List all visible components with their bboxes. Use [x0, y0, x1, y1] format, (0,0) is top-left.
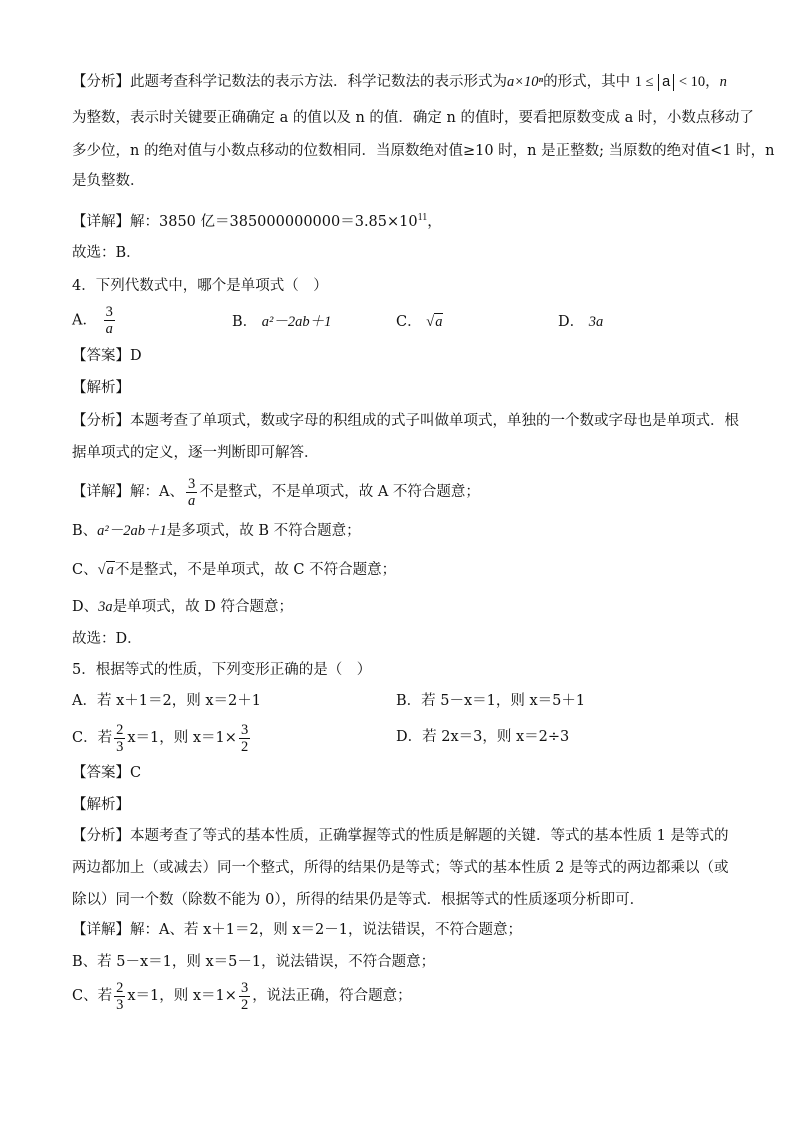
q5-option-b: B．若 5－x＝1，则 x＝5＋1 — [396, 693, 586, 709]
q4-jiexi: 【解析】 — [72, 380, 130, 396]
text: 此题考查科学记数法的表示方法．科学记数法的表示形式为 — [130, 74, 507, 90]
q4-answer: 【答案】D — [72, 348, 142, 364]
q4-option-a — [72, 304, 117, 337]
radicand: a — [106, 562, 114, 578]
detail-label: 【详解】 — [72, 213, 130, 230]
fraction — [239, 980, 250, 1013]
q4-detail-d — [72, 597, 293, 617]
text: 是多项式，故 B 不符合题意； — [166, 523, 361, 539]
text: C、 — [72, 562, 98, 578]
fraction — [114, 980, 125, 1013]
option-label: C． — [396, 314, 422, 330]
exponent: 11 — [417, 212, 428, 223]
q5-answer: 【答案】C — [72, 765, 142, 781]
text: B、 — [72, 523, 98, 539]
q5-stem: 5．根据等式的性质，下列变形正确的是（ ） — [72, 662, 372, 678]
text: x＝1，则 x＝1× — [127, 988, 237, 1004]
q3-analysis-line4: 是负整数． — [72, 173, 145, 189]
text: D、 — [72, 599, 99, 615]
text: 解：3850 亿＝385000000000＝3.85×10 — [130, 213, 418, 230]
math-var: n — [719, 74, 727, 90]
q4-detail-a — [72, 472, 480, 512]
q5-option-d: D．若 2x＝3，则 x＝2÷3 — [396, 729, 570, 745]
q5-detail-a: 【详解】解：A、若 x＋1＝2，则 x＝2－1，说法错误，不符合题意； — [72, 922, 522, 938]
math-expr: 1 ≤ — [634, 74, 654, 90]
text: 不是整式，不是单项式，故 A 不符合题意； — [199, 484, 480, 500]
text: C、若 — [72, 988, 113, 1004]
math-expr: a²－2ab＋1 — [97, 523, 167, 539]
q4-stem: 4．下列代数式中，哪个是单项式（ ） — [72, 278, 328, 294]
numerator: 3 — [105, 304, 113, 320]
fraction — [239, 722, 250, 755]
option-label: B． — [232, 314, 258, 330]
denominator: 3 — [116, 738, 124, 755]
q3-detail — [72, 208, 442, 232]
q3-analysis-line3: 多少位，n 的绝对值与小数点移动的位数相同．当原数绝对值≥10 时，n 是正整数; 当原数的绝对值<1 时，n — [72, 143, 775, 159]
option-label: A． — [72, 312, 97, 329]
q4-detail-b — [72, 521, 361, 541]
text: ，说法正确，符合题意； — [252, 988, 412, 1004]
q4-analysis-2: 据单项式的定义，逐一判断即可解答． — [72, 445, 319, 461]
q4-option-c — [396, 312, 443, 332]
math-expr: a×10ⁿ — [507, 74, 544, 90]
q3-choice: 故选：B． — [72, 245, 141, 261]
text: C．若 — [72, 730, 113, 746]
denominator: 3 — [116, 996, 124, 1013]
q4-detail-c — [72, 560, 396, 580]
denominator: 2 — [240, 738, 249, 755]
q5-analysis: 【分析】本题考查了等式的基本性质，正确掌握等式的性质是解题的关键．等式的基本性质 1 是等式的两边都加上（或减去）同一个整式，所得的结果仍是等式；等式的基本性质 2 是等式的两边都乘以（或除以）同一个数（除数不能为 0），所得的结果仍是等式．根据等式的性质逐项分析即可． — [72, 828, 729, 908]
fraction — [114, 722, 125, 755]
text: x＝1，则 x＝1× — [127, 730, 237, 746]
denominator: 2 — [240, 996, 249, 1013]
numerator: 2 — [116, 721, 124, 738]
q5-option-c — [72, 718, 252, 758]
math-expr: a²－2ab＋1 — [261, 314, 332, 330]
q4-choice: 故选：D． — [72, 631, 142, 647]
math-expr: < 10， — [678, 74, 720, 90]
denominator: a — [187, 492, 196, 509]
q3-analysis-line1 — [72, 72, 727, 92]
q4-analysis-1: 【分析】本题考查了单项式，数或字母的积组成的式子叫做单项式，单独的一个数或字母也是单项式．根 — [72, 413, 739, 429]
q4-option-d — [558, 312, 603, 332]
text: 的形式，其中 — [543, 74, 631, 90]
q5-detail-c — [72, 976, 412, 1016]
numerator: 3 — [240, 721, 249, 738]
fraction — [104, 304, 115, 337]
text: 【详解】解：A、 — [72, 484, 184, 500]
q5-jiexi: 【解析】 — [72, 797, 130, 813]
text: 是单项式，故 D 符合题意； — [112, 599, 293, 615]
q5-detail-b: B、若 5－x＝1，则 x＝5－1，说法错误，不符合题意； — [72, 954, 436, 970]
numerator: 2 — [116, 979, 124, 996]
text: ， — [427, 213, 442, 230]
abs-value: a — [658, 74, 674, 91]
math-expr: 3a — [588, 314, 604, 330]
q5-option-a: A．若 x＋1＝2，则 x＝2＋1 — [72, 693, 261, 709]
sqrt-expr: √a — [426, 314, 443, 330]
math-expr: 3a — [98, 599, 113, 615]
q3-analysis-line2: 为整数，表示时关键要正确确定 a 的值以及 n 的值．确定 n 的值时，要看把原数变成 a 时，小数点移动了 — [72, 110, 754, 126]
sqrt-expr: √a — [97, 562, 114, 578]
radicand: a — [435, 314, 443, 330]
option-label: D． — [558, 314, 585, 330]
fraction — [186, 476, 197, 509]
q4-option-b — [232, 312, 331, 332]
numerator: 3 — [187, 475, 196, 492]
text: 不是整式，不是单项式，故 C 不符合题意； — [114, 562, 397, 578]
analysis-label: 【分析】 — [72, 74, 130, 90]
numerator: 3 — [240, 979, 249, 996]
denominator: a — [105, 321, 113, 337]
